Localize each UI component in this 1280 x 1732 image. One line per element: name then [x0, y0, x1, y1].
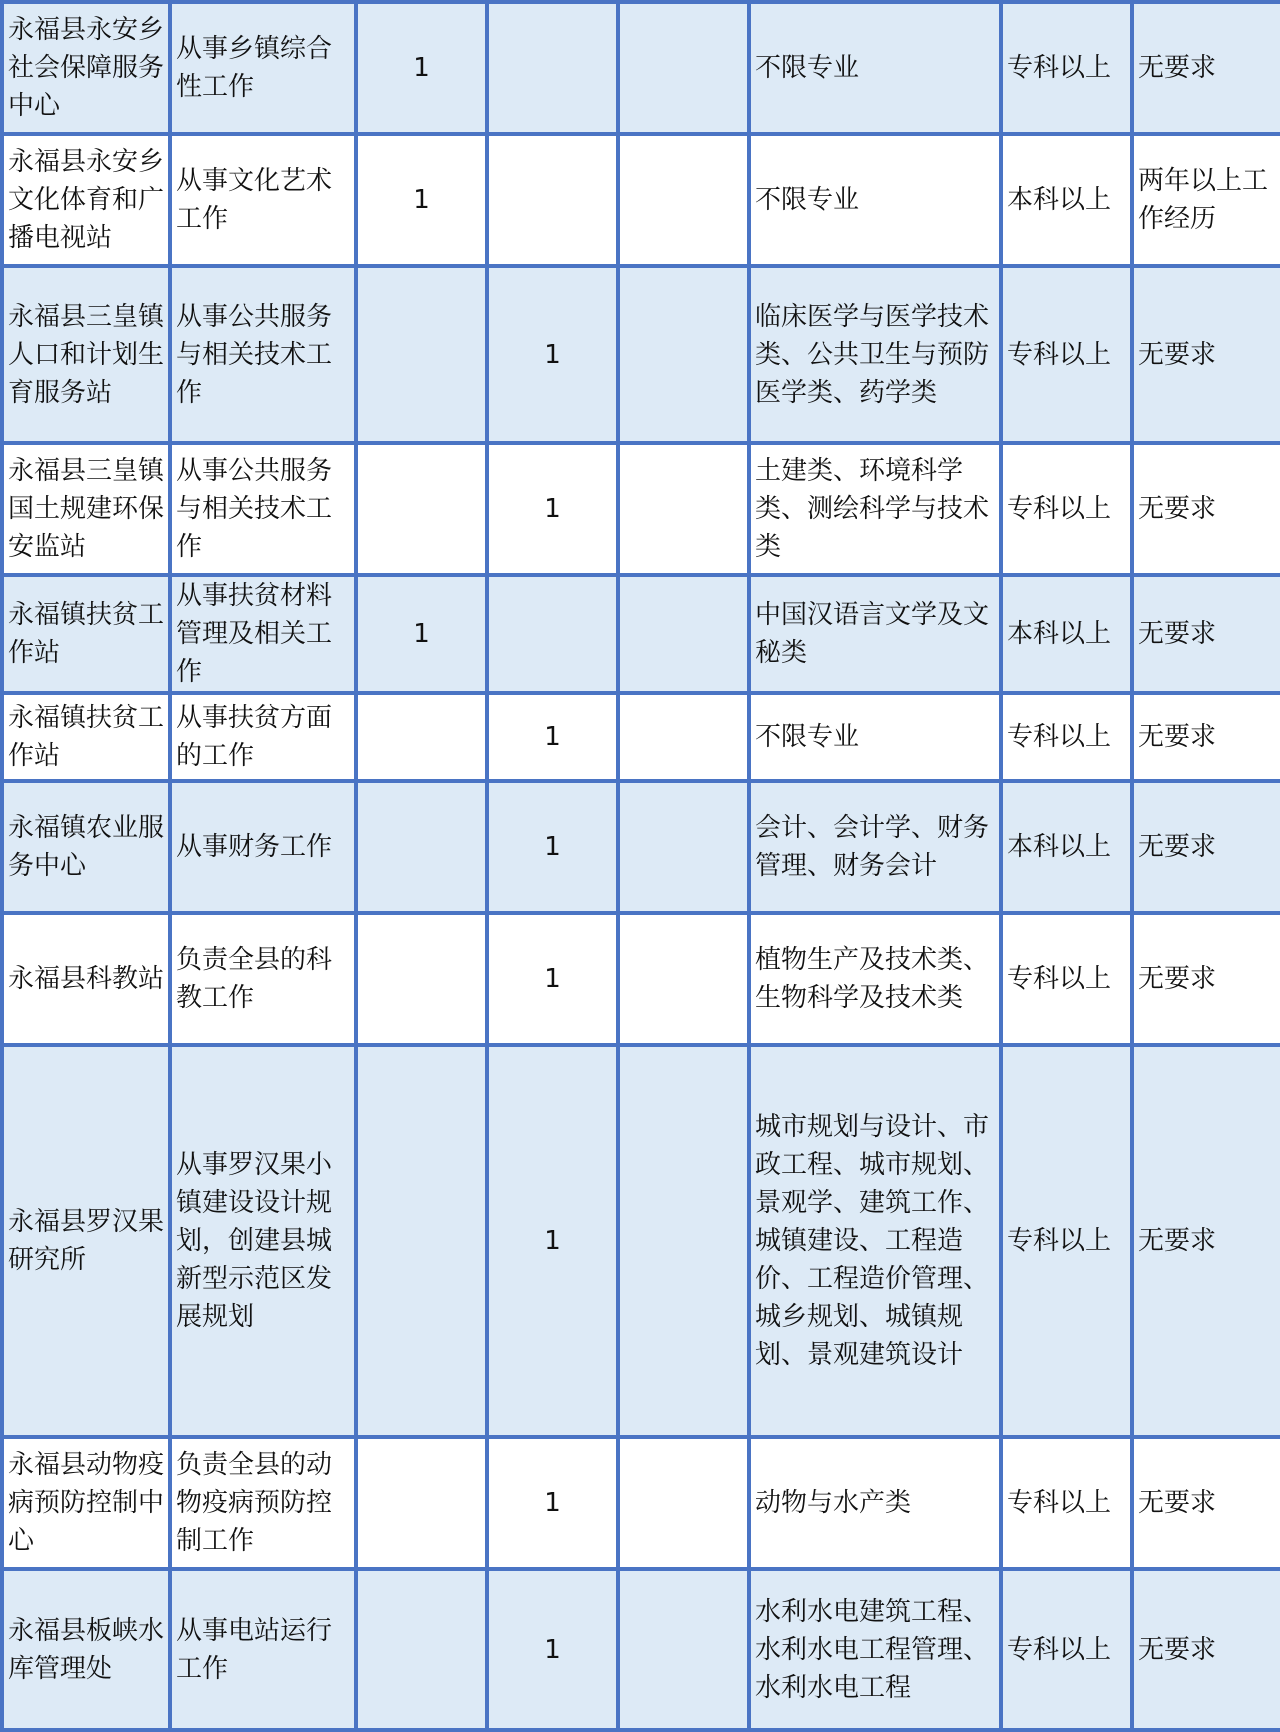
education-cell: 专科以上: [1001, 266, 1132, 443]
education-cell: 专科以上: [1001, 913, 1132, 1045]
count-cell-1: 1: [356, 2, 487, 134]
unit-cell: 永福县永安乡社会保障服务中心: [2, 2, 170, 134]
unit-cell: [2, 134, 170, 266]
education-cell: 专科以上: [1001, 1045, 1132, 1437]
major-cell: 临床医学与医学技术类、公共卫生与预防医学类、药学类: [749, 266, 1001, 443]
unit-cell: 永福镇扶贫工作站: [2, 693, 170, 781]
duty-cell: 负责全县的动物疫病预防控制工作: [170, 1437, 356, 1569]
other-requirement-cell: 无要求: [1132, 575, 1280, 693]
education-cell: 专科以上: [1001, 1437, 1132, 1569]
count-cell-1: [356, 1045, 487, 1437]
other-requirement-cell: 无要求: [1132, 2, 1280, 134]
count-cell-1: [356, 1437, 487, 1569]
table-row: [2, 913, 1280, 1045]
duty-cell: 从事扶贫材料管理及相关工作: [170, 575, 356, 693]
other-requirement-cell: 无要求: [1132, 443, 1280, 575]
table-row: [2, 575, 1280, 693]
count-cell-3: [618, 134, 749, 266]
count-cell-1: [356, 1569, 487, 1730]
count-cell-2: [487, 134, 618, 266]
other-requirement-cell: 无要求: [1132, 266, 1280, 443]
duty-cell: 从事公共服务与相关技术工作: [170, 266, 356, 443]
education-cell: 本科以上: [1001, 134, 1132, 266]
count-cell-3: [618, 2, 749, 134]
count-cell-1: [356, 266, 487, 443]
count-cell-2: 1: [487, 781, 618, 913]
major-cell: 不限专业: [749, 2, 1001, 134]
other-requirement-cell: 无要求: [1132, 781, 1280, 913]
major-cell: 土建类、环境科学类、测绘科学与技术类: [749, 443, 1001, 575]
count-cell-2: 1: [487, 913, 618, 1045]
duty-cell: 从事乡镇综合性工作: [170, 2, 356, 134]
count-cell-3: [618, 1569, 749, 1730]
count-cell-1: [356, 781, 487, 913]
other-requirement-cell: 无要求: [1132, 1569, 1280, 1730]
education-cell: 专科以上: [1001, 443, 1132, 575]
count-cell-1: 1: [356, 575, 487, 693]
count-cell-1: [356, 443, 487, 575]
major-cell: 动物与水产类: [749, 1437, 1001, 1569]
unit-cell: 永福县动物疫病预防控制中心: [2, 1437, 170, 1569]
major-cell: 水利水电建筑工程、水利水电工程管理、水利水电工程: [749, 1569, 1001, 1730]
major-cell: 不限专业: [749, 134, 1001, 266]
table-row: [2, 1045, 1280, 1437]
count-cell-3: [618, 1045, 749, 1437]
duty-cell: 从事财务工作: [170, 781, 356, 913]
count-cell-3: [618, 443, 749, 575]
duty-cell: 从事罗汉果小镇建设设计规划，创建县城新型示范区发展规划: [170, 1045, 356, 1437]
count-cell-3: [618, 913, 749, 1045]
count-cell-2: [487, 2, 618, 134]
unit-cell: 永福县科教站: [2, 913, 170, 1045]
other-requirement-cell: 无要求: [1132, 1437, 1280, 1569]
education-cell: 专科以上: [1001, 1569, 1132, 1730]
table-row: [2, 1569, 1280, 1730]
count-cell-2: 1: [487, 443, 618, 575]
count-cell-2: 1: [487, 1569, 618, 1730]
count-cell-3: [618, 781, 749, 913]
table-row: [2, 2, 1280, 134]
count-cell-3: [618, 693, 749, 781]
education-cell: 本科以上: [1001, 575, 1132, 693]
count-cell-2: 1: [487, 693, 618, 781]
count-cell-1: [356, 913, 487, 1045]
table-row: [2, 266, 1280, 443]
unit-cell: 永福镇扶贫工作站: [2, 575, 170, 693]
unit-cell: 永福县罗汉果研究所: [2, 1045, 170, 1437]
major-cell: 中国汉语言文学及文秘类: [749, 575, 1001, 693]
major-cell: 城市规划与设计、市政工程、城市规划、景观学、建筑工作、城镇建设、工程造价、工程造价管理、城乡规划、城镇规划、景观建筑设计: [749, 1045, 1001, 1437]
other-requirement-cell: 两年以上工作经历: [1132, 134, 1280, 266]
table-row: [2, 134, 1280, 266]
unit-cell: 永福县三皇镇人口和计划生育服务站: [2, 266, 170, 443]
table-row: [2, 443, 1280, 575]
major-cell: 会计、会计学、财务管理、财务会计: [749, 781, 1001, 913]
count-cell-2: 1: [487, 1045, 618, 1437]
duty-cell: 负责全县的科教工作: [170, 913, 356, 1045]
unit-cell: 永福县板峡水库管理处: [2, 1569, 170, 1730]
count-cell-2: [487, 575, 618, 693]
education-cell: 专科以上: [1001, 2, 1132, 134]
table-row: [2, 1437, 1280, 1569]
unit-text: 永福县永安乡文化体育和广播电视站: [8, 147, 164, 253]
count-cell-1: 1: [356, 134, 487, 266]
duty-cell: 从事公共服务与相关技术工作: [170, 443, 356, 575]
duty-cell: 从事文化艺术工作: [170, 134, 356, 266]
count-cell-3: [618, 1437, 749, 1569]
unit-cell: 永福镇农业服务中心: [2, 781, 170, 913]
duty-cell: 从事电站运行工作: [170, 1569, 356, 1730]
unit-cell: 永福县三皇镇国土规建环保安监站: [2, 443, 170, 575]
count-cell-3: [618, 575, 749, 693]
other-requirement-cell: 无要求: [1132, 913, 1280, 1045]
count-cell-2: 1: [487, 1437, 618, 1569]
count-cell-3: [618, 266, 749, 443]
other-requirement-cell: 无要求: [1132, 1045, 1280, 1437]
duty-cell: 从事扶贫方面的工作: [170, 693, 356, 781]
table-row: [2, 781, 1280, 913]
education-cell: 专科以上: [1001, 693, 1132, 781]
major-cell: 植物生产及技术类、生物科学及技术类: [749, 913, 1001, 1045]
education-cell: 本科以上: [1001, 781, 1132, 913]
count-cell-1: [356, 693, 487, 781]
other-requirement-cell: 无要求: [1132, 693, 1280, 781]
count-cell-2: 1: [487, 266, 618, 443]
table-row: [2, 693, 1280, 781]
major-cell: 不限专业: [749, 693, 1001, 781]
